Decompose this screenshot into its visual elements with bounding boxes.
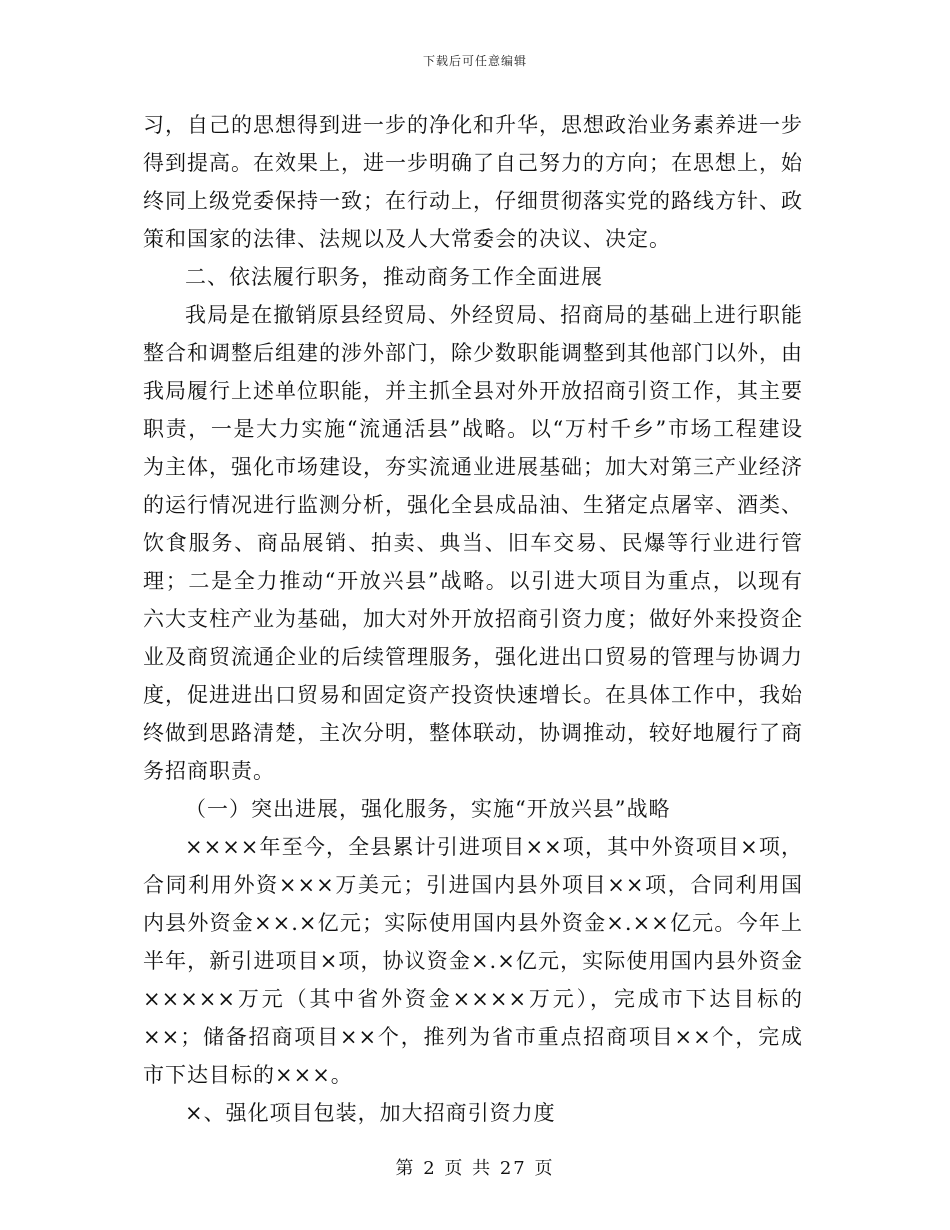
page-header: 下载后可任意编辑: [422, 54, 527, 68]
item-heading-project-packaging: ×、强化项目包装，加大招商引资力度: [185, 1101, 556, 1125]
section-heading-2: 二、依法履行职务，推动商务工作全面进展: [185, 265, 603, 289]
document-body: [143, 106, 803, 1132]
page-footer: 第 2 页 共 27 页: [395, 1158, 555, 1179]
subsection-heading-1: （一）突出进展，强化服务，实施“开放兴县”战略: [185, 797, 671, 821]
paragraph-bureau-duties: 我局是在撤销原县经贸局、外经贸局、招商局的基础上进行职能整合和调整后组建的涉外部门，除少数职能调整到其他部门以外，由我局履行上述单位职能，并主抓全县对外开放招商引资工作，其主要职责，一是大力实施“流通活县”战略。以“万村千乡”市场工程建设为主体，强化市场建设，夯实流通业进展基础；加大对第三产业经济的运行情况进行监测分析，强化全县成品油、生猪定点屠宰、酒类、饮食服务、商品展销、拍卖、典当、旧车交易、民爆等行业进行管理；二是全力推动“开放兴县”战略。以引进大项目为重点，以现有六大支柱产业为基础，加大对外开放招商引资力度；做好外来投资企业及商贸流通企业的后续管理服务，强化进出口贸易的管理与协调力度，促进进出口贸易和固定资产投资快速增长。在具体工作中，我始终做到思路清楚，主次分明，整体联动，协调推动，较好地履行了商务招商职责。: [143, 303, 803, 783]
paragraph-investment-stats: ××××年至今，全县累计引进项目××项，其中外资项目×项，合同利用外资×××万美元；引进国内县外项目××项，合同利用国内县外资金××.×亿元；实际使用国内县外资金×.××亿元。今年上半年，新引进项目×项，协议资金×.×亿元，实际使用国内县外资金×××××万元（其中省外资金××××万元），完成市下达目标的××；储备招商项目××个，推列为省市重点招商项目××个，完成市下达目标的×××。: [143, 835, 803, 1087]
paragraph-continuation: 习，自己的思想得到进一步的净化和升华，思想政治业务素养进一步得到提高。在效果上，进一步明确了自己努力的方向；在思想上，始终同上级党委保持一致；在行动上，仔细贯彻落实党的路线方针、政策和国家的法律、法规以及人大常委会的决议、决定。: [143, 113, 803, 251]
